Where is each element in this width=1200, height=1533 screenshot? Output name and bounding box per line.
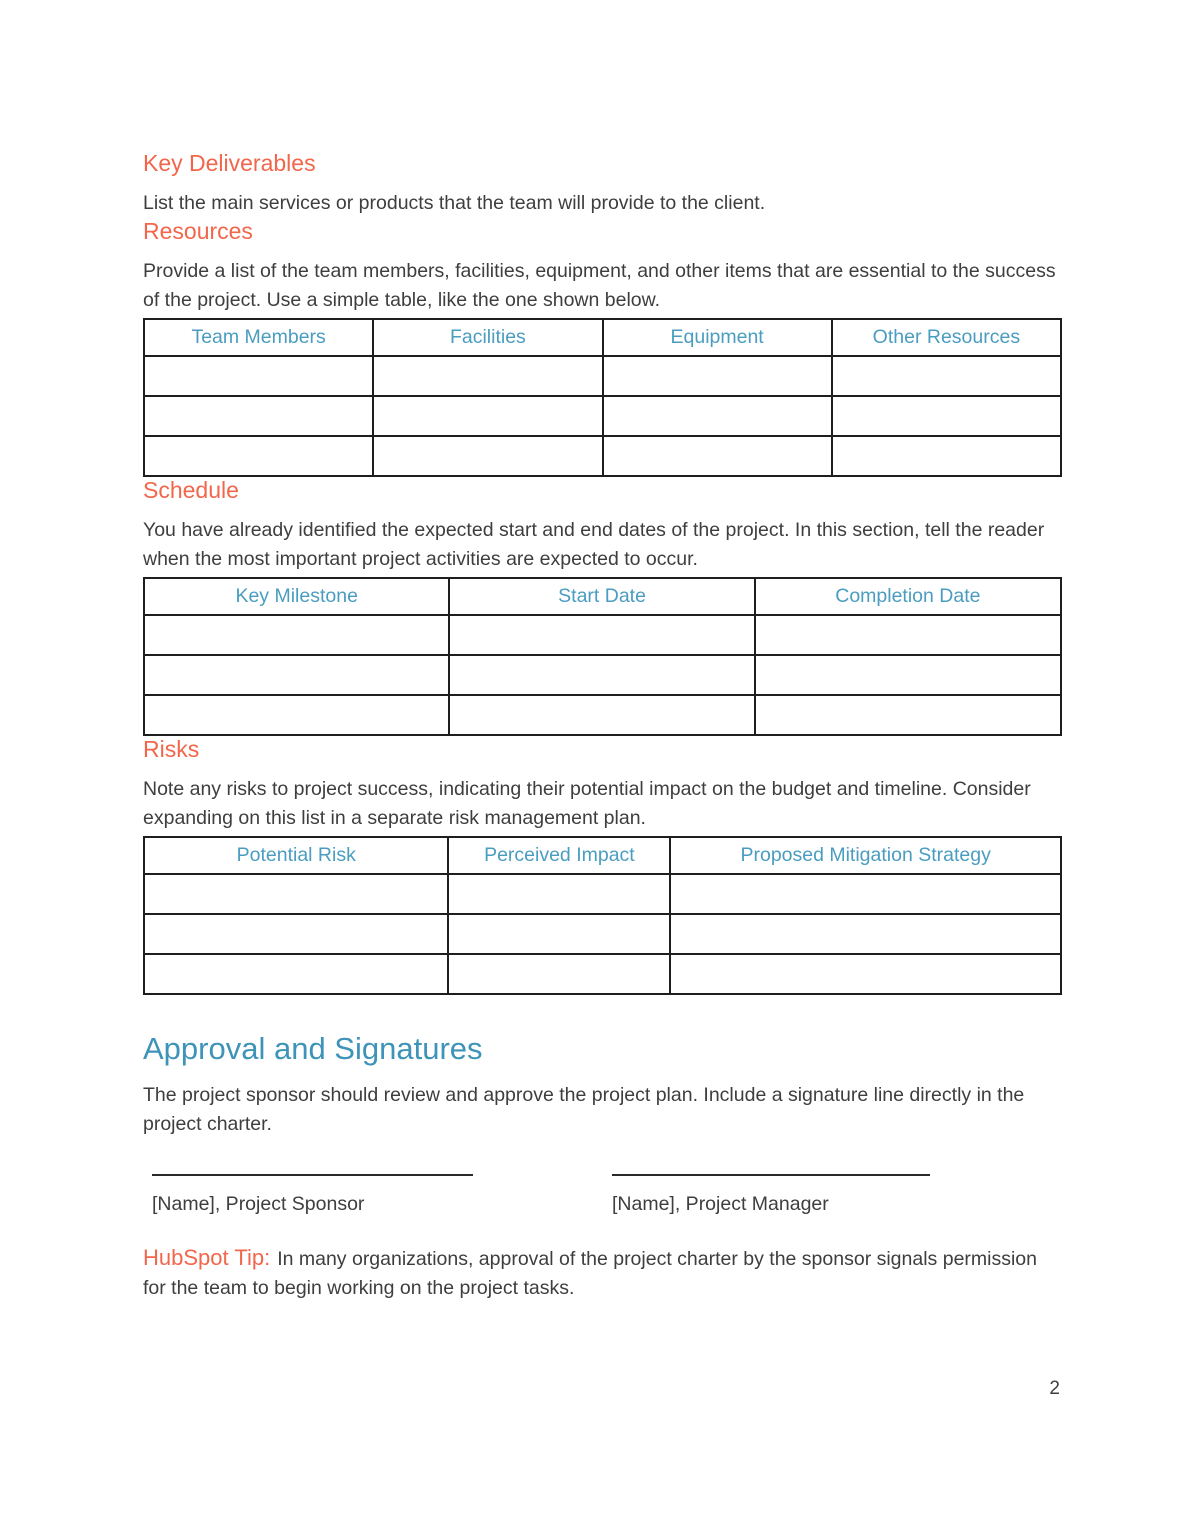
- table-cell: [755, 695, 1061, 735]
- sponsor-signature: [152, 1174, 473, 1216]
- table-cell: [670, 914, 1061, 954]
- table-cell: [603, 396, 832, 436]
- schedule-description: You have already identified the expected start and end dates of the project. In this section, tell the reader when the most important project activities are expected to occur.: [143, 519, 1045, 570]
- table-row: [144, 615, 1061, 655]
- manager-signature: [612, 1174, 930, 1216]
- table-cell: [755, 655, 1061, 695]
- key-deliverables-description: List the main services or products that the team will provide to the client.: [143, 192, 766, 214]
- hubspot-tip-label: HubSpot Tip:: [143, 1245, 271, 1270]
- table-cell: [603, 436, 832, 476]
- schedule-table: [143, 577, 1062, 736]
- table-row: [144, 436, 1061, 476]
- signature-block: [152, 1174, 1062, 1216]
- table-cell: [144, 436, 373, 476]
- schedule-table-header-row: [144, 578, 1061, 615]
- table-cell: [832, 436, 1061, 476]
- table-cell: [144, 615, 449, 655]
- table-cell: [373, 356, 602, 396]
- table-cell: [144, 356, 373, 396]
- table-cell: [755, 615, 1061, 655]
- signature-line: [612, 1174, 930, 1176]
- table-cell: [144, 655, 449, 695]
- page-number: 2: [1049, 1378, 1060, 1399]
- table-header-cell: Start Date: [449, 578, 754, 615]
- signature-line: [152, 1174, 473, 1176]
- table-row: [144, 914, 1061, 954]
- table-cell: [144, 695, 449, 735]
- table-cell: [144, 396, 373, 436]
- table-cell: [670, 954, 1061, 994]
- table-cell: [832, 396, 1061, 436]
- heading-approval-and-signatures: Approval and Signatures: [143, 1031, 483, 1066]
- table-header-cell: Key Milestone: [144, 578, 449, 615]
- table-header-cell: Potential Risk: [144, 837, 448, 874]
- resources-description: Provide a list of the team members, facilities, equipment, and other items that are essential to the success of the project. Use a simple table, like the one shown below.: [143, 260, 1056, 311]
- table-cell: [144, 914, 448, 954]
- heading-resources: Resources: [143, 218, 253, 244]
- table-header-cell: Team Members: [144, 319, 373, 356]
- hubspot-tip-text: In many organizations, approval of the project charter by the sponsor signals permission for the team to begin working on the project tasks.: [143, 1248, 1038, 1299]
- table-cell: [449, 615, 754, 655]
- table-cell: [670, 874, 1061, 914]
- table-header-cell: Proposed Mitigation Strategy: [670, 837, 1061, 874]
- heading-schedule: Schedule: [143, 477, 239, 503]
- table-row: [144, 954, 1061, 994]
- table-cell: [373, 396, 602, 436]
- table-row: [144, 356, 1061, 396]
- signature-label-manager: [Name], Project Manager: [612, 1193, 829, 1215]
- table-cell: [603, 356, 832, 396]
- table-header-cell: Equipment: [603, 319, 832, 356]
- heading-key-deliverables: Key Deliverables: [143, 150, 316, 176]
- table-header-cell: Perceived Impact: [448, 837, 670, 874]
- table-cell: [449, 695, 754, 735]
- table-cell: [448, 954, 670, 994]
- table-cell: [448, 914, 670, 954]
- resources-table: [143, 318, 1062, 477]
- risks-description: Note any risks to project success, indicating their potential impact on the budget and timeline. Consider expanding on this list in a separate risk management plan.: [143, 778, 1031, 829]
- table-cell: [832, 356, 1061, 396]
- table-header-cell: Completion Date: [755, 578, 1061, 615]
- resources-table-header-row: [144, 319, 1061, 356]
- signature-label-sponsor: [Name], Project Sponsor: [152, 1193, 365, 1215]
- table-row: [144, 396, 1061, 436]
- risks-table-header-row: [144, 837, 1061, 874]
- table-cell: [373, 436, 602, 476]
- table-cell: [449, 655, 754, 695]
- heading-risks: Risks: [143, 736, 200, 762]
- approval-description: The project sponsor should review and approve the project plan. Include a signature line directly in the project charter.: [143, 1084, 1025, 1135]
- table-row: [144, 695, 1061, 735]
- table-header-cell: Other Resources: [832, 319, 1061, 356]
- table-cell: [144, 954, 448, 994]
- table-cell: [144, 874, 448, 914]
- hubspot-tip: [143, 1243, 1062, 1303]
- table-cell: [448, 874, 670, 914]
- risks-table: [143, 836, 1062, 995]
- table-header-cell: Facilities: [373, 319, 602, 356]
- table-row: [144, 655, 1061, 695]
- table-row: [144, 874, 1061, 914]
